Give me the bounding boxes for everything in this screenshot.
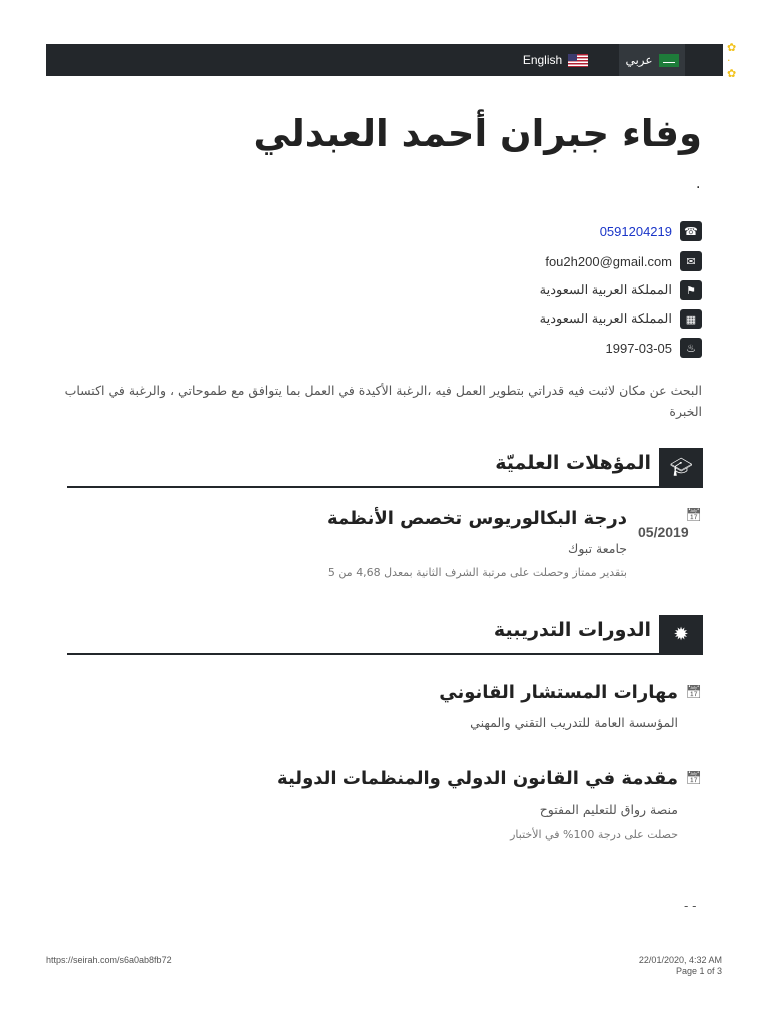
profile-name: وفاء جبران أحمد العبدلي: [253, 112, 702, 155]
birthday-cake-icon: ♨: [680, 338, 702, 358]
profile-tagline: .: [696, 176, 701, 192]
education-school: جامعة تبوك: [568, 541, 627, 556]
education-note: بتقدير ممتاز وحصلت على مرتبة الشرف الثانية بمعدل 4,68 من 5: [327, 566, 627, 579]
location-text: المملكة العربية السعودية: [539, 311, 672, 326]
flag-icon: ⚑: [680, 280, 702, 300]
contact-email-row: [545, 250, 702, 272]
education-degree: درجة البكالوريوس تخصص الأنظمة: [327, 508, 627, 529]
badge-certificate-icon: ✹: [659, 615, 703, 653]
top-navbar: [46, 40, 737, 80]
phone-icon: ☎: [680, 221, 702, 241]
birthdate-text: 1997-03-05: [605, 340, 672, 356]
course-name: مقدمة في القانون الدولي والمنظمات الدولية: [277, 768, 678, 789]
course-note: حصلت على درجة 100% في الأختبار: [510, 828, 678, 841]
education-section-header: [67, 448, 703, 488]
language-english-button[interactable]: [498, 44, 613, 76]
course-name: مهارات المستشار القانوني: [439, 682, 678, 703]
nationality-text: المملكة العربية السعودية: [539, 282, 672, 297]
map-icon: ▦: [680, 309, 702, 329]
email-text: fou2h200@gmail.com: [545, 253, 672, 269]
footer-url: https://seirah.com/s6a0ab8fb72: [46, 955, 172, 965]
career-objective: البحث عن مكان لاثبت فيه قدراتي بتطوير العمل فيه ،الرغبة الأكيدة في العمل بما يتوافق مع طموحاتي ، والرغبة في اكتساب الخبرة: [64, 383, 702, 419]
us-flag-icon: [568, 54, 588, 67]
courses-title: الدورات التدريبية: [493, 619, 651, 641]
education-date: 05/2019: [638, 524, 689, 540]
site-logo[interactable]: ✿ · ✿: [727, 40, 737, 80]
calendar-icon: 📅︎: [685, 685, 702, 700]
course-provider: منصة رواق للتعليم المفتوح: [539, 802, 678, 817]
contact-birthdate-row: [606, 337, 703, 359]
calendar-icon: 📅︎: [685, 508, 702, 523]
footer-page-number: Page 1 of 3: [675, 966, 722, 976]
language-arabic-button[interactable]: [619, 44, 685, 76]
english-label: English: [522, 53, 563, 67]
calendar-icon: 📅︎: [685, 771, 702, 786]
contact-location-row: [540, 308, 702, 330]
envelope-icon: ✉: [680, 251, 702, 271]
course-provider: المؤسسة العامة للتدريب التقني والمهني: [470, 715, 678, 730]
arabic-label: عربي: [625, 53, 653, 67]
contact-nationality-row: [540, 279, 702, 301]
education-title: المؤهلات العلميّة: [495, 452, 651, 474]
graduation-cap-icon: 🎓︎: [659, 448, 703, 486]
contact-phone-row: [600, 220, 702, 242]
saudi-flag-icon: [659, 54, 679, 67]
page-continuation-mark: - -: [684, 899, 697, 913]
courses-section-header: [67, 615, 703, 655]
footer-datetime: 22/01/2020, 4:32 AM: [638, 955, 722, 965]
phone-link[interactable]: 0591204219: [599, 223, 672, 239]
footer-meta: [639, 955, 722, 977]
